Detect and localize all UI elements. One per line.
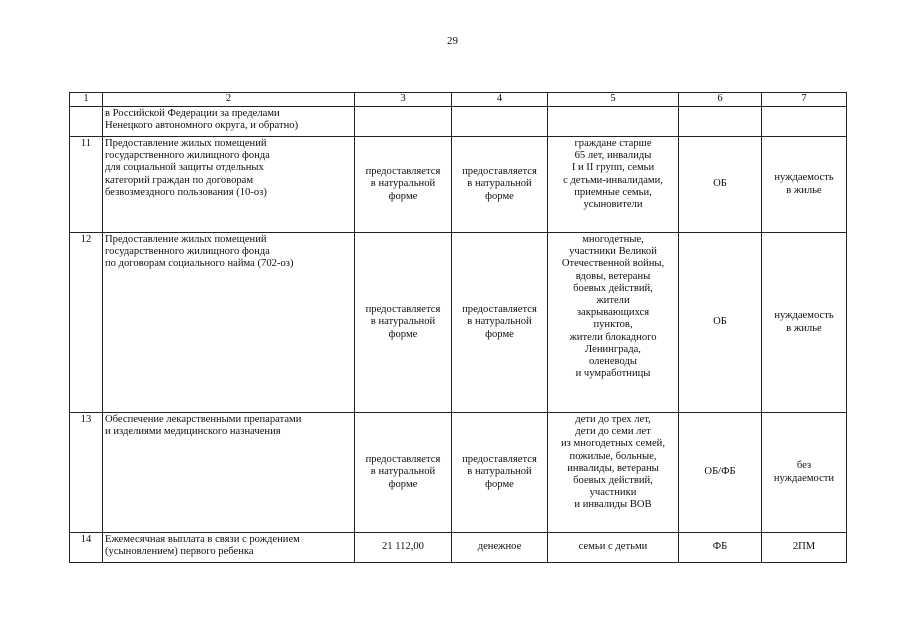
column-header: 3 — [355, 93, 452, 107]
benefit-name-line: категорий граждан по договорам — [105, 174, 254, 186]
criteria-line: 2ПМ — [792, 541, 816, 553]
recipient-line: жители блокадного — [569, 331, 657, 343]
benefit-name-cell — [103, 233, 355, 413]
amount-cell — [355, 413, 452, 533]
amount-line: предоставляется — [365, 304, 441, 316]
amount-line: предоставляется — [365, 166, 441, 178]
form-cell — [452, 413, 548, 533]
row-number: 14 — [70, 533, 103, 563]
amount-line: в натуральной — [370, 178, 436, 190]
criteria-line: в жилье — [786, 184, 822, 196]
column-header: 6 — [679, 93, 762, 107]
form-line: форме — [485, 328, 514, 340]
recipient-line: из многодетных семей, — [561, 438, 665, 450]
recipient-line: 65 лет, инвалиды — [574, 150, 652, 162]
row-number: 11 — [70, 137, 103, 233]
amount-cell — [355, 533, 452, 563]
funding-source-cell: ФБ — [679, 533, 762, 563]
benefit-name-cell — [103, 413, 355, 533]
table-row — [70, 413, 847, 533]
amount-line: форме — [388, 478, 418, 490]
recipient-line: дети до трех лет, — [575, 414, 651, 425]
recipient-line: и чумработницы — [575, 368, 651, 380]
benefit-name-line: в Российской Федерации за пределами — [105, 108, 280, 119]
form-line: форме — [485, 478, 514, 490]
recipients-cell — [548, 233, 679, 413]
row-number: 12 — [70, 233, 103, 413]
recipient-line: жители — [596, 295, 630, 307]
benefit-name-line: государственного жилищного фонда — [105, 246, 270, 258]
column-header: 7 — [762, 93, 847, 107]
benefit-name-line: безвозмездного пользования (10-оз) — [105, 186, 267, 198]
amount-cell — [355, 233, 452, 413]
recipient-line: участники — [589, 487, 637, 499]
amount-line: в натуральной — [370, 316, 436, 328]
criteria-cell — [762, 107, 847, 137]
benefit-name-cell — [103, 137, 355, 233]
benefit-name-line: Обеспечение лекарственными препаратами — [105, 414, 302, 425]
recipients-cell — [548, 533, 679, 563]
benefit-name-line: по договорам социального найма (702-оз) — [105, 258, 294, 270]
form-line: предоставляется — [462, 166, 537, 178]
form-line: в натуральной — [467, 466, 532, 478]
criteria-cell — [762, 533, 847, 563]
form-line: денежное — [477, 541, 522, 553]
recipients-cell — [548, 413, 679, 533]
recipient-line: граждане старше — [574, 138, 652, 149]
benefit-name-line: для социальной защиты отдельных — [105, 162, 264, 174]
recipient-line: боевых действий, — [573, 282, 653, 294]
funding-source-cell — [679, 107, 762, 137]
recipient-line: боевых действий, — [573, 475, 653, 487]
funding-source-cell: ОБ/ФБ — [679, 413, 762, 533]
amount-line: форме — [388, 328, 418, 340]
recipient-line: многодетные, — [582, 234, 644, 245]
criteria-cell — [762, 233, 847, 413]
form-line: в натуральной — [467, 316, 532, 328]
benefit-name-cell — [103, 107, 355, 137]
benefit-name-line: Предоставление жилых помещений — [105, 138, 267, 149]
criteria-line: в жилье — [786, 322, 822, 334]
recipient-line: с детьми-инвалидами, — [563, 174, 663, 186]
table-row — [70, 233, 847, 413]
table-row — [70, 107, 847, 137]
criteria-line: нуждаемость — [774, 172, 834, 184]
recipients-cell — [548, 107, 679, 137]
form-line: форме — [485, 190, 514, 202]
amount-line: в натуральной — [370, 466, 436, 478]
funding-source-cell: ОБ — [679, 137, 762, 233]
column-header: 4 — [452, 93, 548, 107]
recipient-line: семьи с детьми — [578, 541, 648, 553]
form-line: в натуральной — [467, 178, 532, 190]
amount-cell — [355, 137, 452, 233]
recipients-cell — [548, 137, 679, 233]
criteria-line: без — [796, 460, 812, 472]
form-cell — [452, 533, 548, 563]
recipient-line: инвалиды, ветераны — [567, 462, 659, 474]
recipient-line: дети до семи лет — [575, 426, 651, 438]
amount-line: предоставляется — [365, 454, 441, 466]
benefit-name-line: Предоставление жилых помещений — [105, 234, 267, 245]
recipient-line: I и II групп, семьи — [571, 162, 655, 174]
table-row — [70, 137, 847, 233]
recipient-line: и инвалиды ВОВ — [574, 499, 652, 511]
benefit-name-line: (усыновлением) первого ребенка — [105, 546, 254, 558]
criteria-line: нуждаемость — [774, 310, 834, 322]
recipient-line: пожилые, больные, — [569, 450, 657, 462]
benefit-name-cell — [103, 533, 355, 563]
column-header: 2 — [103, 93, 355, 107]
recipient-line: Отечественной войны, — [561, 258, 665, 270]
row-number — [70, 107, 103, 137]
benefit-name-line: Ежемесячная выплата в связи с рождением — [105, 534, 300, 545]
recipient-line: участники Великой — [569, 246, 657, 258]
benefit-name-line: Ненецкого автономного округа, и обратно) — [105, 120, 299, 132]
recipient-line: вдовы, ветераны — [575, 270, 651, 282]
amount-line: 21 112,00 — [382, 541, 424, 553]
form-cell — [452, 137, 548, 233]
form-line: предоставляется — [462, 454, 537, 466]
benefits-table — [69, 92, 847, 563]
table-header-row — [70, 93, 847, 107]
amount-line: форме — [388, 190, 418, 202]
recipient-line: оленеводы — [589, 356, 637, 368]
form-cell — [452, 233, 548, 413]
table-row — [70, 533, 847, 563]
amount-cell — [355, 107, 452, 137]
page-number: 29 — [447, 35, 458, 47]
recipient-line: пунктов, — [593, 319, 633, 331]
column-header: 1 — [70, 93, 103, 107]
column-header: 5 — [548, 93, 679, 107]
criteria-line: нуждаемости — [773, 472, 835, 484]
recipient-line: закрывающихся — [576, 307, 650, 319]
funding-source-cell: ОБ — [679, 233, 762, 413]
form-line: предоставляется — [462, 304, 537, 316]
recipient-line: усыновители — [583, 199, 643, 211]
form-cell — [452, 107, 548, 137]
criteria-cell — [762, 413, 847, 533]
benefit-name-line: государственного жилищного фонда — [105, 150, 270, 162]
recipient-line: Ленинграда, — [585, 343, 641, 355]
criteria-cell — [762, 137, 847, 233]
benefit-name-line: и изделиями медицинского назначения — [105, 426, 281, 438]
row-number: 13 — [70, 413, 103, 533]
recipient-line: приемные семьи, — [574, 186, 652, 198]
